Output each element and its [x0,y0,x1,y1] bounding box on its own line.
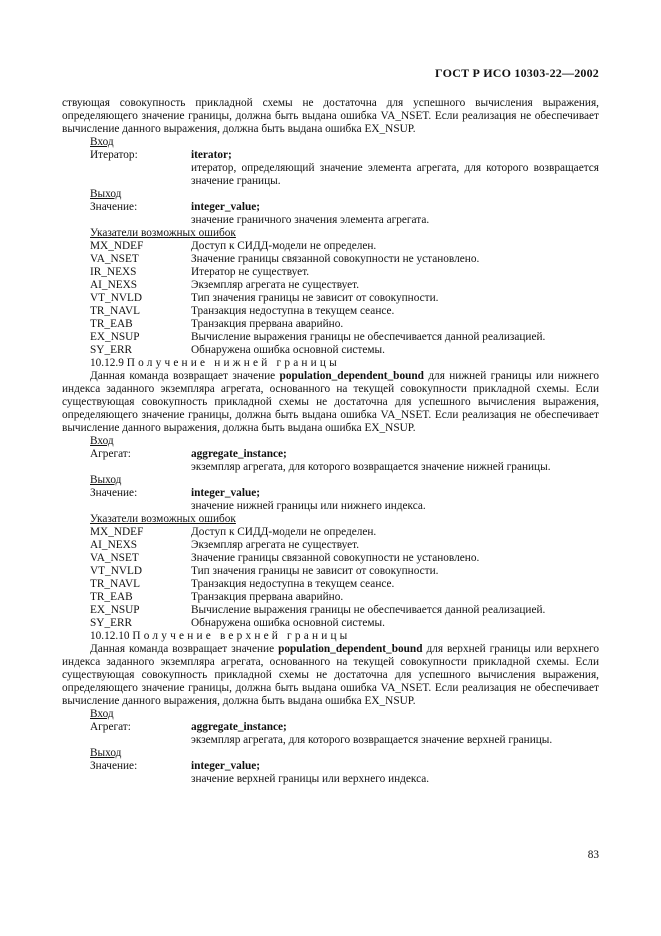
error-item [62,617,599,630]
output-param: integer_value; [191,760,261,772]
paragraph-keyword: population_dependent_bound [279,370,424,382]
section-number: 10.12.10 [90,630,130,642]
error-text: Обнаружена ошибка основной системы. [191,344,385,356]
input-label: Итератор: [90,149,138,161]
error-text: Транзакция недоступна в текущем сеансе. [191,578,395,590]
paragraph-keyword: population_dependent_bound [278,643,423,655]
output-description: значение нижней границы или нижнего индекса. [191,500,426,512]
error-code: TR_EAB [90,318,133,330]
page-content [62,97,599,786]
error-code: AI_NEXS [90,539,138,551]
error-code: VA_NSET [90,253,139,265]
error-text: Значение границы связанной совокупности не установлено. [191,552,480,564]
errors-heading: Указатели возможных ошибок [90,513,236,525]
error-item [62,292,599,305]
error-code: AI_NEXS [90,279,138,291]
error-code: TR_NAVL [90,578,141,590]
section-heading [90,357,599,370]
output-label: Значение: [90,487,138,499]
error-text: Экземпляр агрегата не существует. [191,539,360,551]
error-item [62,305,599,318]
output-heading: Выход [90,747,122,759]
input-row [62,149,599,162]
output-heading: Выход [90,188,122,200]
error-text: Значение границы связанной совокупности не установлено. [191,253,480,265]
error-item [62,552,599,565]
error-text: Тип значения границы не зависит от совокупности. [191,565,439,577]
section-title: Получение верхней границы [132,630,351,642]
error-text: Экземпляр агрегата не существует. [191,279,360,291]
input-description: экземпляр агрегата, для которого возвращается значение нижней границы. [191,461,551,473]
output-label: Значение: [90,760,138,772]
input-heading: Вход [90,708,114,720]
input-heading: Вход [90,136,114,148]
error-text: Доступ к СИДД-модели не определен. [191,526,377,538]
error-item [62,318,599,331]
error-text: Транзакция прервана аварийно. [191,591,344,603]
input-label: Агрегат: [90,448,131,460]
input-param: aggregate_instance; [191,448,287,460]
error-text: Обнаружена ошибка основной системы. [191,617,385,629]
paragraph-text: для верхней границы или верхнего индекса заданного экземпляра агрегата, основанного на текущей совокупности прикладной схемы. Если существующая совокупность прикладной схемы не достаточна для успешного вычисления выражения, определяющего значение границы, должна быть выдана ошибка VA_NSET. Если реализация не обеспечивает вычисление данного выражения, должна быть выдана ошибка EX_NSUP. [62,643,599,707]
input-heading: Вход [90,435,114,447]
error-item [62,565,599,578]
error-text: Транзакция недоступна в текущем сеансе. [191,305,395,317]
error-code: VA_NSET [90,552,139,564]
output-description: значение верхней границы или верхнего индекса. [191,773,430,785]
error-item [62,578,599,591]
input-label: Агрегат: [90,721,131,733]
error-code: SY_ERR [90,617,133,629]
error-item [62,266,599,279]
section-title: Получение нижней границы [126,357,340,369]
output-param: integer_value; [191,201,261,213]
continued-paragraph: ствующая совокупность прикладной схемы не достаточна для успешного вычисления выражения, определяющего значение границы, должна быть выдана ошибка VA_NSET. Если реализация не обеспечивает вычисление данного выражения, должна быть выдана ошибка EX_NSUP. [62,97,599,135]
section-heading [90,630,599,643]
error-item [62,591,599,604]
error-code: TR_NAVL [90,305,141,317]
error-list [62,526,599,630]
error-text: Вычисление выражения границы не обеспечивается данной реализацией. [191,331,546,343]
paragraph-text: Данная команда возвращает значение [90,643,279,655]
paragraph-text: Данная команда возвращает значение [90,370,280,382]
error-text: Вычисление выражения границы не обеспечивается данной реализацией. [191,604,546,616]
output-heading: Выход [90,474,122,486]
standard-header: ГОСТ Р ИСО 10303-22—2002 [435,66,599,80]
error-code: VT_NVLD [90,292,143,304]
error-item [62,344,599,357]
error-text: Транзакция прервана аварийно. [191,318,344,330]
page-number: 83 [587,849,599,861]
error-item [62,526,599,539]
error-code: VT_NVLD [90,565,143,577]
output-row [62,201,599,214]
section-paragraph [62,370,599,435]
error-item [62,331,599,344]
output-param: integer_value; [191,487,261,499]
error-code: MX_NDEF [90,526,144,538]
error-text: Итератор не существует. [191,266,310,278]
error-code: IR_NEXS [90,266,137,278]
error-item [62,279,599,292]
input-description: экземпляр агрегата, для которого возвращается значение верхней границы. [191,734,553,746]
errors-heading: Указатели возможных ошибок [90,227,236,239]
error-code: TR_EAB [90,591,133,603]
input-param: aggregate_instance; [191,721,287,733]
error-code: EX_NSUP [90,331,140,343]
error-text: Доступ к СИДД-модели не определен. [191,240,377,252]
error-code: MX_NDEF [90,240,144,252]
section-paragraph [62,643,599,708]
output-description: значение граничного значения элемента агрегата. [191,214,430,226]
input-row [62,721,599,734]
input-param: iterator; [191,149,232,161]
error-code: EX_NSUP [90,604,140,616]
output-label: Значение: [90,201,138,213]
error-list [62,240,599,357]
input-row [62,448,599,461]
error-text: Тип значения границы не зависит от совокупности. [191,292,439,304]
error-item [62,240,599,253]
error-item [62,253,599,266]
error-item [62,604,599,617]
error-item [62,539,599,552]
output-row [62,760,599,773]
error-code: SY_ERR [90,344,133,356]
input-description: итератор, определяющий значение элемента агрегата, для которого возвращается значение границы. [191,162,599,187]
section-number: 10.12.9 [90,357,124,369]
output-row [62,487,599,500]
paragraph-text: для нижней границы или нижнего индекса заданного экземпляра агрегата, основанного на текущей совокупности прикладной схемы. Если существующая совокупность прикладной схемы не достаточна для успешного вычисления выражения, определяющего значение границы, должна быть выдана ошибка VA_NSET. Если реализация не обеспечивает вычисление данного выражения, должна быть выдана ошибка EX_NSUP. [62,370,599,434]
